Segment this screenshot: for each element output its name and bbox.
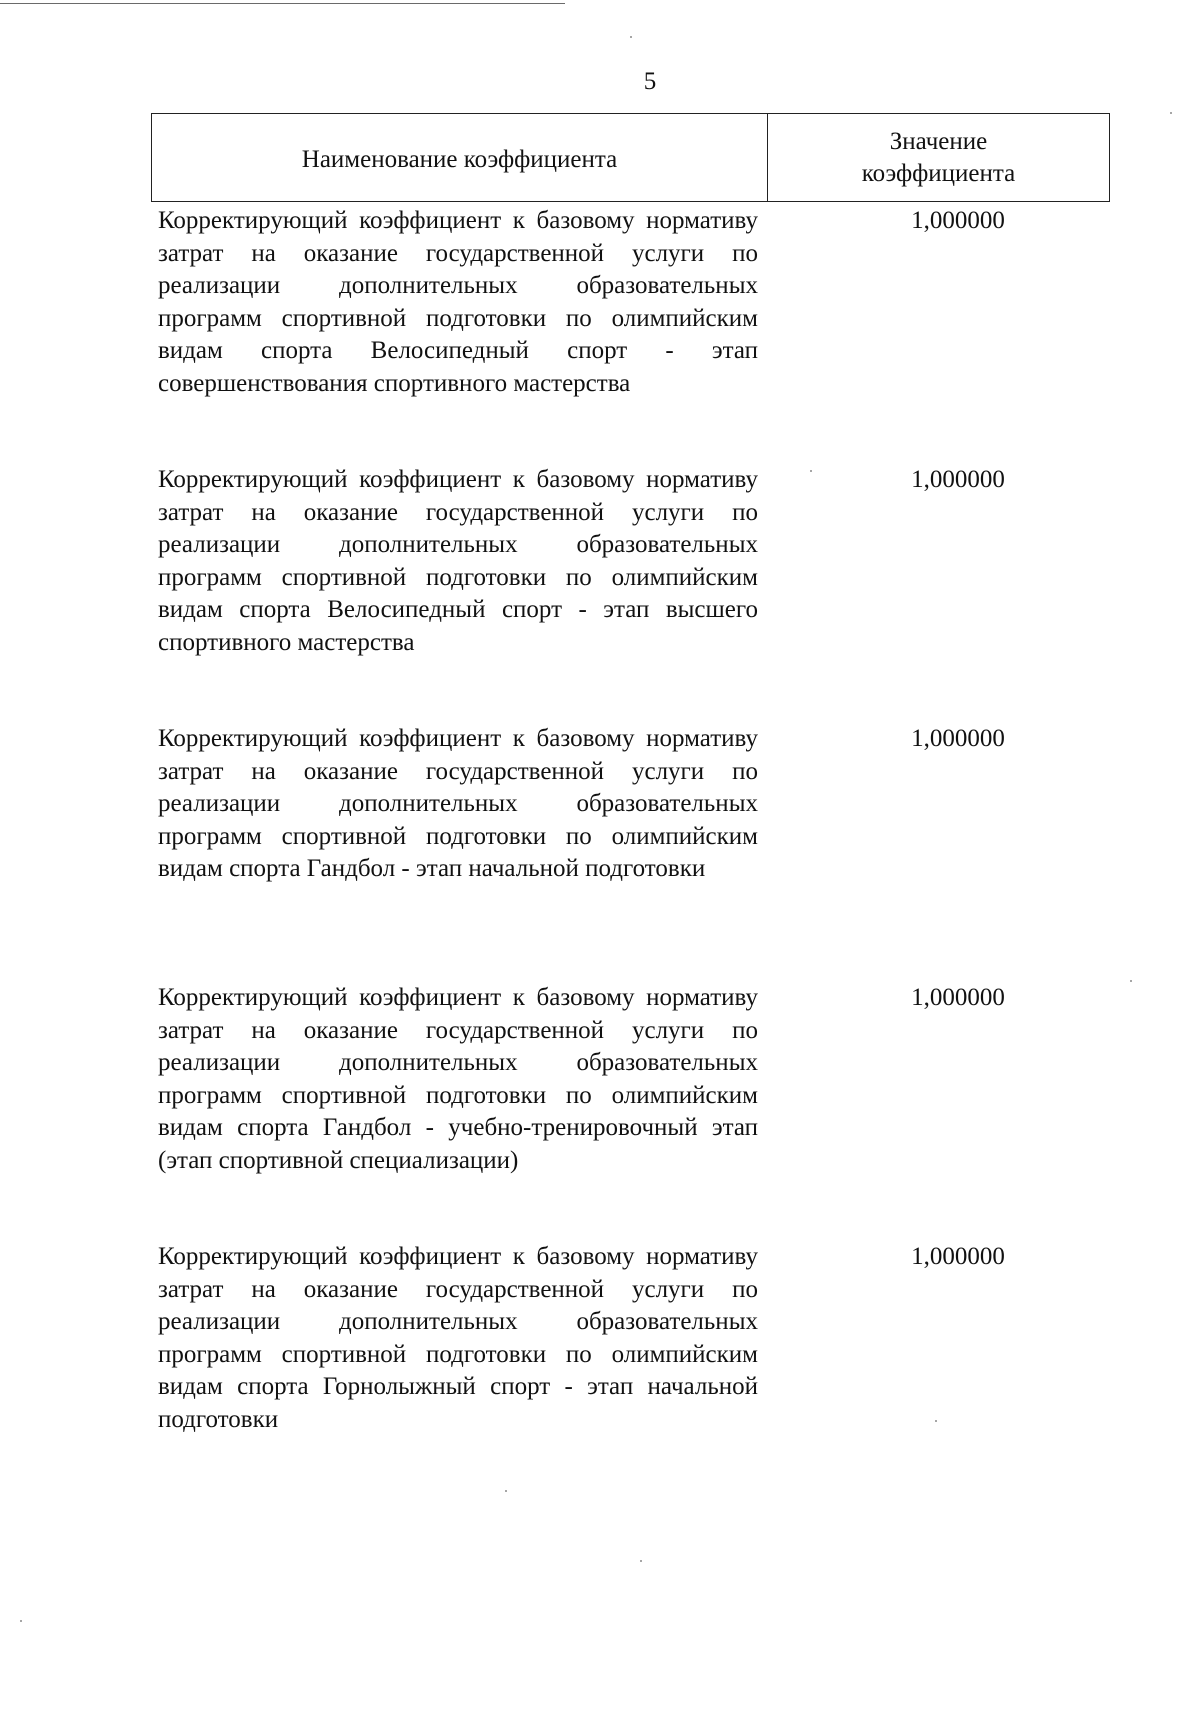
row-value: 1,000000 <box>911 725 1005 752</box>
table-row <box>158 464 1118 723</box>
header-coefficient-value: Значение коэффициента <box>861 127 1016 187</box>
scan-speck <box>640 1560 642 1562</box>
table-row <box>158 982 1118 1241</box>
row-value: 1,000000 <box>911 207 1005 234</box>
table-header <box>151 113 1110 202</box>
page-number: 5 <box>643 68 657 95</box>
scan-speck <box>935 1420 937 1422</box>
row-description: Корректирующий коэффициент к базовому нормативу затрат на оказание государственной услуги по реализации дополнительных образовательных программ спортивной подготовки по олимпийским видам спорта Велосипедный спорт - этап совершенствования спортивного мастерства <box>158 207 758 397</box>
scan-speck <box>505 1490 507 1492</box>
row-value: 1,000000 <box>911 1243 1005 1270</box>
row-value: 1,000000 <box>911 984 1005 1011</box>
row-value: 1,000000 <box>911 466 1005 493</box>
table-row <box>158 205 1118 464</box>
header-coefficient-name: Наименование коэффициента <box>152 114 768 201</box>
row-description: Корректирующий коэффициент к базовому нормативу затрат на оказание государственной услуги по реализации дополнительных образовательных программ спортивной подготовки по олимпийским видам спорта Гандбол - этап начальной подготовки <box>158 725 758 882</box>
scan-speck <box>1170 112 1172 114</box>
row-description: Корректирующий коэффициент к базовому нормативу затрат на оказание государственной услуги по реализации дополнительных образовательных программ спортивной подготовки по олимпийским видам спорта Гандбол - учебно-тренировочный этап (этап спортивной специализации) <box>158 984 758 1174</box>
table-body <box>158 205 1118 1500</box>
row-description: Корректирующий коэффициент к базовому нормативу затрат на оказание государственной услуги по реализации дополнительных образовательных программ спортивной подготовки по олимпийским видам спорта Велосипедный спорт - этап высшего спортивного мастерства <box>158 466 758 656</box>
scan-speck <box>20 1620 22 1622</box>
scan-speck <box>1130 980 1132 982</box>
scan-speck <box>630 36 632 38</box>
scan-edge-line <box>0 3 565 4</box>
table-row <box>158 1241 1118 1500</box>
scan-speck <box>810 470 812 472</box>
table-row <box>158 723 1118 982</box>
row-description: Корректирующий коэффициент к базовому нормативу затрат на оказание государственной услуги по реализации дополнительных образовательных программ спортивной подготовки по олимпийским видам спорта Горнолыжный спорт - этап начальной подготовки <box>158 1243 758 1433</box>
